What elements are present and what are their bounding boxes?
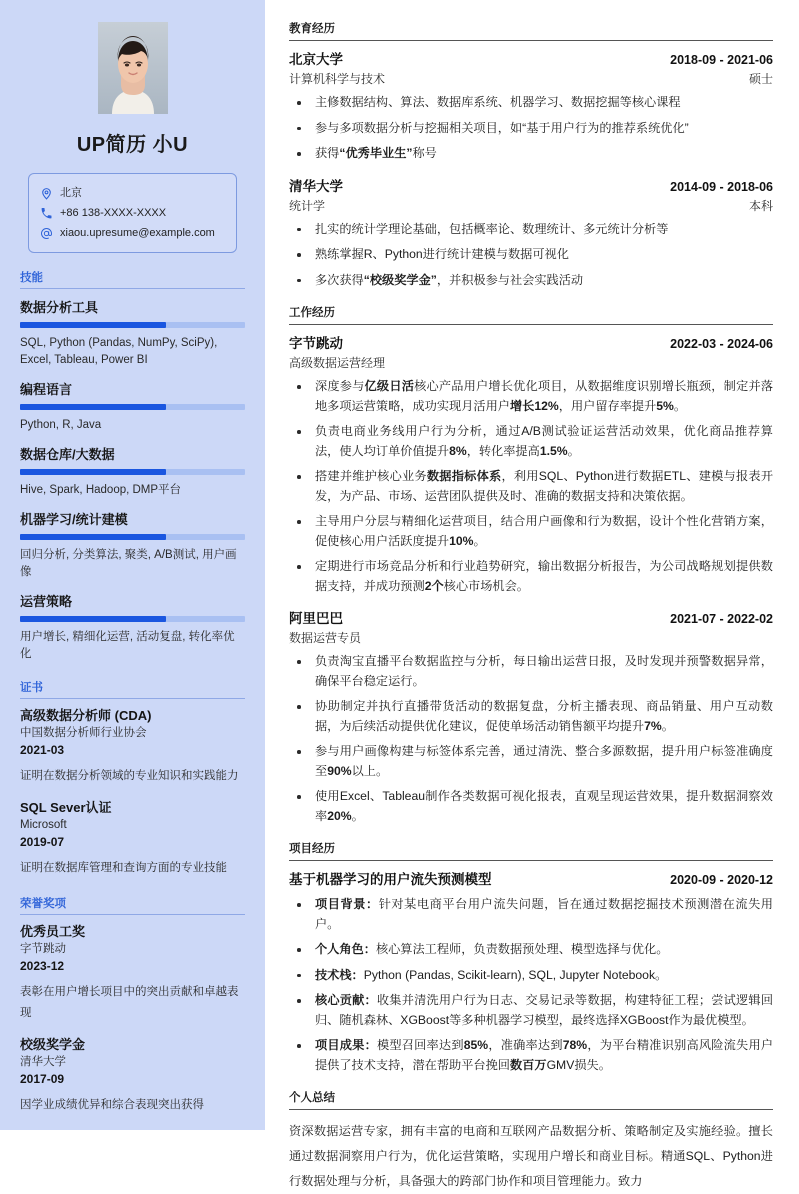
skill-name: 机器学习/统计建模 <box>20 512 128 527</box>
education-degree: 硕士 <box>748 72 773 86</box>
summary-section <box>289 1089 773 1194</box>
main-content <box>265 0 799 1188</box>
skills-heading: 技能 <box>20 269 245 289</box>
skill-item <box>20 297 245 369</box>
work-role: 数据运营专员 <box>289 631 362 645</box>
bullet-text: 针对某电商平台用户流失问题，旨在通过数据挖掘技术预测潜在流失用户。 <box>315 897 773 931</box>
location-pin-icon <box>40 187 53 200</box>
bullet-text: 负责淘宝直播平台数据监控与分析，每日输出运营日报，及时发现并预警数据异常，确保平台稳定运行。 <box>315 654 773 688</box>
bullet-text: 扎实的统计学理论基础，包括概率论、数理统计、多元统计分析等 <box>315 221 669 236</box>
project-date: 2020-09 - 2020-12 <box>670 873 773 887</box>
company-name: 阿里巴巴 <box>289 611 343 626</box>
award-title: 校级奖学金 <box>20 1037 86 1052</box>
award-date: 2023-12 <box>20 959 65 973</box>
skill-item <box>20 444 245 499</box>
certificate-org: 中国数据分析师行业协会 <box>20 727 147 739</box>
skill-name: 数据仓库/大数据 <box>20 447 115 462</box>
award-description: 表彰在用户增长项目中的突出贡献和卓越表现 <box>20 986 239 1019</box>
work-item <box>289 334 773 596</box>
contact-location-value: 北京 <box>60 187 82 199</box>
list-item <box>289 245 773 265</box>
work-date: 2021-07 - 2022-02 <box>670 612 773 626</box>
contact-box <box>28 173 237 253</box>
skill-description: SQL, Python (Pandas, NumPy, SciPy), Excel, Tableau, Power BI <box>20 337 218 366</box>
email-at-icon <box>40 227 53 240</box>
summary-heading: 个人总结 <box>289 1089 773 1110</box>
work-role: 高级数据运营经理 <box>289 356 386 370</box>
list-item: 协助制定并执行直播带货活动的数据复盘，分析主播表现、商品销量、用户互动数据，为后续活动提供优化建议，促使单场活动销售额平均提升7%。 <box>289 697 773 736</box>
list-item: 主导用户分层与精细化运营项目，结合用户画像和行为数据，设计个性化营销方案，促使核心用户活跃度提升10%。 <box>289 512 773 551</box>
list-item: 项目成果：模型召回率达到85%，准确率达到78%，为平台精准识别高风险流失用户提供了技术支持，潜在帮助平台挽回数百万GMV损失。 <box>289 1036 773 1075</box>
education-section <box>289 20 773 290</box>
contact-email-value: xiaou.upresume@example.com <box>60 227 215 239</box>
project-item <box>289 870 773 1075</box>
education-bullets <box>289 220 773 291</box>
list-item: 定期进行市场竞品分析和行业趋势研究，输出数据分析报告，为公司战略规划提供数据支持，并成功预测2个核心市场机会。 <box>289 557 773 596</box>
contact-email <box>40 223 226 243</box>
list-item: 使用Excel、Tableau制作各类数据可视化报表，直观呈现运营效果，提升数据洞察效率20%。 <box>289 787 773 826</box>
certificate-description: 证明在数据库管理和查询方面的专业技能 <box>20 862 227 874</box>
skill-description: Hive, Spark, Hadoop, DMP平台 <box>20 484 182 496</box>
list-item <box>289 966 773 986</box>
project-bullets <box>289 895 773 1075</box>
bullet-text: Python (Pandas, Scikit-learn), SQL, Jupyter Notebook。 <box>363 967 668 982</box>
work-section <box>289 304 773 826</box>
project-section <box>289 840 773 1075</box>
project-title: 基于机器学习的用户流失预测模型 <box>289 872 492 887</box>
summary-text: 资深数据运营专家，拥有丰富的电商和互联网产品数据分析、策略制定及实施经验。擅长通过数据洞察用户行为，优化运营策略，实现用户增长和商业目标。精通SQL、Python进行数据处理与分析，具备强大的跨部门协作和项目管理能力。致力 <box>289 1124 773 1188</box>
bullet-label: 技术栈： <box>315 967 364 982</box>
project-row-primary <box>289 870 773 890</box>
work-heading: 工作经历 <box>289 304 773 325</box>
bullet-label: 项目成果： <box>315 1038 377 1052</box>
certificate-item <box>20 707 245 787</box>
certificate-date: 2021-03 <box>20 743 65 757</box>
school-name: 清华大学 <box>289 178 343 194</box>
bullet-text: 核心算法工程师，负责数据预处理、模型选择与优化。 <box>375 942 669 956</box>
list-item: 获得“优秀毕业生”称号 <box>289 144 773 164</box>
work-bullets <box>289 377 773 596</box>
skill-item <box>20 509 245 581</box>
certificate-title: 高级数据分析师 (CDA) <box>20 708 152 723</box>
skill-level-bar <box>20 404 245 410</box>
list-item <box>289 93 773 113</box>
skill-level-bar <box>20 534 245 540</box>
education-row-primary <box>289 50 773 70</box>
skill-name: 编程语言 <box>20 382 73 397</box>
bullet-label: 核心贡献： <box>315 993 377 1007</box>
skill-description: 回归分析, 分类算法, 聚类, A/B测试, 用户画像 <box>20 549 237 578</box>
award-org: 清华大学 <box>20 1056 66 1068</box>
education-row-secondary <box>289 70 773 88</box>
award-description: 因学业成绩优异和综合表现突出获得 <box>20 1099 204 1111</box>
certificate-org: Microsoft <box>20 819 67 831</box>
bullet-label: 个人角色： <box>315 942 376 956</box>
work-date: 2022-03 - 2024-06 <box>670 337 773 351</box>
award-item <box>20 923 245 1024</box>
certificate-title: SQL Sever认证 <box>20 800 112 815</box>
list-item <box>289 940 773 960</box>
certificates-section <box>20 679 245 879</box>
phone-icon <box>40 207 53 220</box>
award-item <box>20 1036 245 1116</box>
skill-level-bar <box>20 322 245 328</box>
education-row-secondary <box>289 197 773 215</box>
awards-heading: 荣誉奖项 <box>20 895 245 915</box>
education-major: 计算机科学与技术 <box>289 72 386 86</box>
education-item <box>289 50 773 164</box>
contact-location <box>40 183 226 203</box>
list-item: 多次获得“校级奖学金”，并积极参与社会实践活动 <box>289 271 773 291</box>
award-org: 字节跳动 <box>20 943 66 955</box>
work-row-primary <box>289 334 773 354</box>
list-item: 深度参与亿级日活核心产品用户增长优化项目，从数据维度识别增长瓶颈，制定并落地多项运营策略，成功实现月活用户增长12%，用户留存率提升5%。 <box>289 377 773 416</box>
certificates-heading: 证书 <box>20 679 245 699</box>
profile-photo-icon <box>98 22 168 114</box>
education-date: 2018-09 - 2021-06 <box>670 53 773 67</box>
skill-level-bar <box>20 469 245 475</box>
education-row-primary <box>289 177 773 197</box>
skill-name: 数据分析工具 <box>20 300 99 315</box>
skill-description: 用户增长, 精细化运营, 活动复盘, 转化率优化 <box>20 631 235 660</box>
skill-item <box>20 591 245 663</box>
bullet-text: 熟练掌握R、Python进行统计建模与数据可视化 <box>315 247 569 261</box>
contact-phone <box>40 203 226 223</box>
bullet-label: 项目背景： <box>315 897 379 911</box>
work-item <box>289 609 773 826</box>
work-row-primary <box>289 609 773 629</box>
contact-phone-value: +86 138-XXXX-XXXX <box>60 207 167 219</box>
list-item <box>289 895 773 934</box>
list-item <box>289 991 773 1030</box>
education-heading: 教育经历 <box>289 20 773 41</box>
education-bullets <box>289 93 773 164</box>
certificate-date: 2019-07 <box>20 835 65 849</box>
list-item <box>289 220 773 240</box>
skill-description: Python, R, Java <box>20 419 102 431</box>
list-item: 参与用户画像构建与标签体系完善，通过清洗、整合多源数据，提升用户标签准确度至90%以上。 <box>289 742 773 781</box>
avatar <box>98 22 168 114</box>
education-date: 2014-09 - 2018-06 <box>670 179 773 194</box>
project-heading: 项目经历 <box>289 840 773 861</box>
list-item <box>289 652 773 691</box>
list-item: 搭建并维护核心业务数据指标体系，利用SQL、Python进行数据ETL、建模与报表开发，为产品、市场、运营团队提供及时、准确的数据支持和决策依据。 <box>289 467 773 506</box>
bullet-text: 收集并清洗用户行为日志、交易记录等数据，构建特征工程；尝试逻辑回归、随机森林、XGBoost等多种机器学习模型，最终选择XGBoost作为最优模型。 <box>315 993 774 1027</box>
award-title: 优秀员工奖 <box>20 924 86 939</box>
school-name: 北京大学 <box>289 52 343 67</box>
work-bullets <box>289 652 773 826</box>
certificate-item <box>20 799 245 879</box>
bullet-text: 参与多项数据分析与挖掘相关项目，如“基于用户行为的推荐系统优化” <box>315 120 689 135</box>
full-name: UP简历 小U <box>76 134 189 156</box>
photo-container <box>20 22 245 114</box>
award-date: 2017-09 <box>20 1072 65 1086</box>
skill-level-bar <box>20 616 245 622</box>
skills-section <box>20 269 245 663</box>
skill-name: 运营策略 <box>20 594 73 609</box>
education-major: 统计学 <box>289 198 326 213</box>
education-item <box>289 177 773 291</box>
skill-item <box>20 379 245 434</box>
company-name: 字节跳动 <box>289 336 343 351</box>
awards-section <box>20 895 245 1116</box>
sidebar <box>0 0 265 1130</box>
education-degree: 本科 <box>748 198 773 213</box>
list-item <box>289 119 773 139</box>
certificate-description: 证明在数据分析领域的专业知识和实践能力 <box>20 770 239 782</box>
list-item: 负责电商业务线用户行为分析，通过A/B测试验证运营活动效果，优化商品推荐算法，使人均订单价值提升8%，转化率提高1.5%。 <box>289 422 773 461</box>
bullet-text: 主修数据结构、算法、数据库系统、机器学习、数据挖掘等核心课程 <box>315 95 681 109</box>
